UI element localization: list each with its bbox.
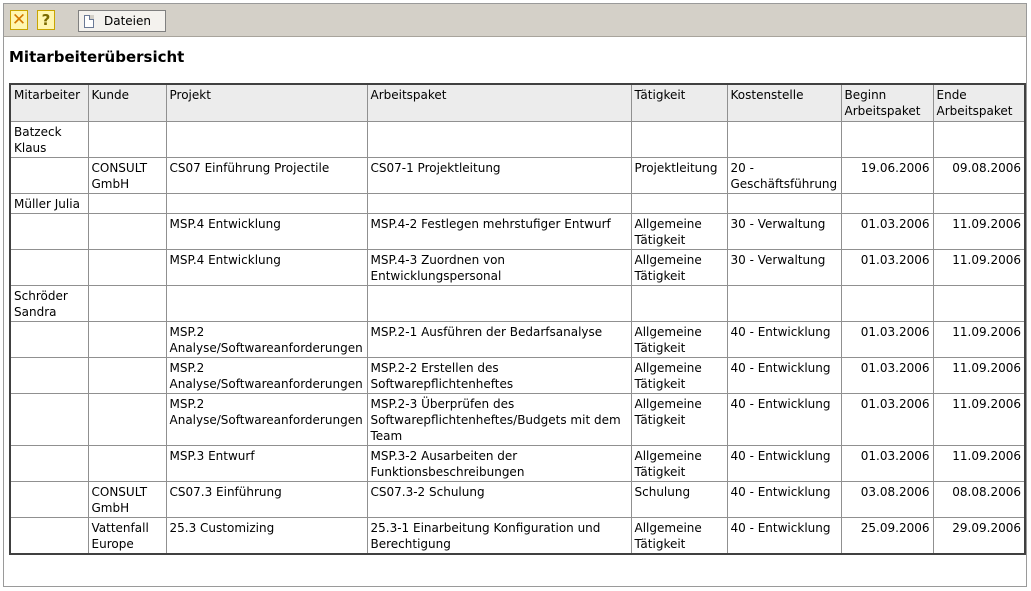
cell-start-date: 01.03.2006 <box>841 446 933 482</box>
cell-work-package: 25.3-1 Einarbeitung Konfiguration und Berechtigung <box>367 518 631 555</box>
column-header: Kunde <box>88 84 166 122</box>
cell-activity <box>631 194 727 214</box>
column-header: Kostenstelle <box>727 84 841 122</box>
cell-work-package: MSP.4-2 Festlegen mehrstufiger Entwurf <box>367 214 631 250</box>
table-row <box>10 358 1025 394</box>
cell-project <box>166 194 367 214</box>
cell-employee <box>10 214 88 250</box>
cell-employee <box>10 518 88 555</box>
cell-end-date: 11.09.2006 <box>933 322 1025 358</box>
cell-activity <box>631 122 727 158</box>
cell-start-date: 01.03.2006 <box>841 214 933 250</box>
table-row <box>10 194 1025 214</box>
column-header: Arbeitspaket <box>367 84 631 122</box>
table-row <box>10 158 1025 194</box>
column-header: Beginn Arbeitspaket <box>841 84 933 122</box>
cell-cost-center: 20 - Geschäftsführung <box>727 158 841 194</box>
table-header-row <box>10 84 1025 122</box>
report-window <box>3 3 1027 587</box>
cell-work-package: MSP.4-3 Zuordnen von Entwicklungspersonal <box>367 250 631 286</box>
cell-activity <box>631 286 727 322</box>
files-button-label: Dateien <box>104 14 152 28</box>
cell-start-date: 03.08.2006 <box>841 482 933 518</box>
cell-work-package: MSP.2-1 Ausführen der Bedarfsanalyse <box>367 322 631 358</box>
cell-cost-center: 40 - Entwicklung <box>727 446 841 482</box>
cell-customer <box>88 446 166 482</box>
cell-employee <box>10 394 88 446</box>
cell-activity: Schulung <box>631 482 727 518</box>
cell-end-date: 11.09.2006 <box>933 250 1025 286</box>
cell-employee <box>10 322 88 358</box>
cell-customer: Vattenfall Europe <box>88 518 166 555</box>
cell-cost-center: 40 - Entwicklung <box>727 322 841 358</box>
cell-cost-center <box>727 194 841 214</box>
cell-work-package: MSP.3-2 Ausarbeiten der Funktionsbeschreibungen <box>367 446 631 482</box>
cell-activity: Allgemeine Tätigkeit <box>631 250 727 286</box>
files-button[interactable] <box>78 10 166 32</box>
cell-employee: Batzeck Klaus <box>10 122 88 158</box>
cell-employee <box>10 250 88 286</box>
cell-activity: Allgemeine Tätigkeit <box>631 358 727 394</box>
cell-end-date <box>933 286 1025 322</box>
cell-end-date <box>933 122 1025 158</box>
cell-activity: Allgemeine Tätigkeit <box>631 394 727 446</box>
cell-project: MSP.2 Analyse/Softwareanforderungen <box>166 322 367 358</box>
cell-activity: Allgemeine Tätigkeit <box>631 446 727 482</box>
cell-project: MSP.3 Entwurf <box>166 446 367 482</box>
column-header: Mitarbeiter <box>10 84 88 122</box>
cell-employee: Müller Julia <box>10 194 88 214</box>
table-row <box>10 122 1025 158</box>
cell-cost-center: 40 - Entwicklung <box>727 518 841 555</box>
cell-work-package: CS07.3-2 Schulung <box>367 482 631 518</box>
cell-customer <box>88 394 166 446</box>
cell-end-date: 11.09.2006 <box>933 446 1025 482</box>
column-header: Projekt <box>166 84 367 122</box>
cell-end-date: 11.09.2006 <box>933 358 1025 394</box>
close-icon[interactable]: ✕ <box>11 9 27 30</box>
cell-work-package: MSP.2-2 Erstellen des Softwarepflichtenheftes <box>367 358 631 394</box>
cell-project <box>166 122 367 158</box>
cell-project: CS07 Einführung Projectile <box>166 158 367 194</box>
cell-cost-center: 40 - Entwicklung <box>727 358 841 394</box>
table-row <box>10 322 1025 358</box>
cell-cost-center: 40 - Entwicklung <box>727 394 841 446</box>
cell-customer <box>88 358 166 394</box>
cell-work-package <box>367 194 631 214</box>
cell-cost-center: 30 - Verwaltung <box>727 214 841 250</box>
cell-start-date: 01.03.2006 <box>841 394 933 446</box>
cell-project: 25.3 Customizing <box>166 518 367 555</box>
table-row <box>10 214 1025 250</box>
cell-cost-center: 40 - Entwicklung <box>727 482 841 518</box>
cell-customer <box>88 250 166 286</box>
cell-customer <box>88 194 166 214</box>
cell-cost-center <box>727 286 841 322</box>
cell-start-date: 01.03.2006 <box>841 250 933 286</box>
cell-cost-center <box>727 122 841 158</box>
cell-end-date: 09.08.2006 <box>933 158 1025 194</box>
cell-end-date <box>933 194 1025 214</box>
cell-employee <box>10 446 88 482</box>
column-header: Tätigkeit <box>631 84 727 122</box>
page-title: Mitarbeiterübersicht <box>9 48 185 66</box>
cell-start-date: 19.06.2006 <box>841 158 933 194</box>
cell-project: MSP.4 Entwicklung <box>166 214 367 250</box>
cell-start-date: 01.03.2006 <box>841 322 933 358</box>
cell-activity: Allgemeine Tätigkeit <box>631 214 727 250</box>
cell-activity: Projektleitung <box>631 158 727 194</box>
table-row <box>10 446 1025 482</box>
employee-table <box>9 83 1026 555</box>
cell-employee <box>10 158 88 194</box>
cell-employee <box>10 358 88 394</box>
cell-work-package <box>367 286 631 322</box>
cell-work-package: MSP.2-3 Überprüfen des Softwarepflichtenheftes/Budgets mit dem Team <box>367 394 631 446</box>
cell-project: MSP.2 Analyse/Softwareanforderungen <box>166 394 367 446</box>
cell-project: CS07.3 Einführung <box>166 482 367 518</box>
cell-start-date <box>841 122 933 158</box>
table-row <box>10 286 1025 322</box>
cell-customer: CONSULT GmbH <box>88 482 166 518</box>
cell-start-date: 25.09.2006 <box>841 518 933 555</box>
cell-employee <box>10 482 88 518</box>
document-icon <box>84 15 94 28</box>
cell-customer <box>88 122 166 158</box>
cell-end-date: 08.08.2006 <box>933 482 1025 518</box>
cell-work-package: CS07-1 Projektleitung <box>367 158 631 194</box>
cell-end-date: 29.09.2006 <box>933 518 1025 555</box>
toolbar <box>4 4 1026 37</box>
cell-customer <box>88 214 166 250</box>
cell-activity: Allgemeine Tätigkeit <box>631 322 727 358</box>
cell-activity: Allgemeine Tätigkeit <box>631 518 727 555</box>
cell-project <box>166 286 367 322</box>
cell-end-date: 11.09.2006 <box>933 214 1025 250</box>
cell-project: MSP.2 Analyse/Softwareanforderungen <box>166 358 367 394</box>
table-row <box>10 250 1025 286</box>
cell-customer <box>88 322 166 358</box>
cell-work-package <box>367 122 631 158</box>
table-row <box>10 394 1025 446</box>
column-header: Ende Arbeitspaket <box>933 84 1025 122</box>
cell-customer <box>88 286 166 322</box>
cell-employee: Schröder Sandra <box>10 286 88 322</box>
help-icon[interactable]: ? <box>37 10 55 30</box>
table-row <box>10 518 1025 555</box>
cell-cost-center: 30 - Verwaltung <box>727 250 841 286</box>
cell-start-date <box>841 286 933 322</box>
cell-customer: CONSULT GmbH <box>88 158 166 194</box>
cell-project: MSP.4 Entwicklung <box>166 250 367 286</box>
cell-start-date: 01.03.2006 <box>841 358 933 394</box>
cell-start-date <box>841 194 933 214</box>
cell-end-date: 11.09.2006 <box>933 394 1025 446</box>
table-row <box>10 482 1025 518</box>
